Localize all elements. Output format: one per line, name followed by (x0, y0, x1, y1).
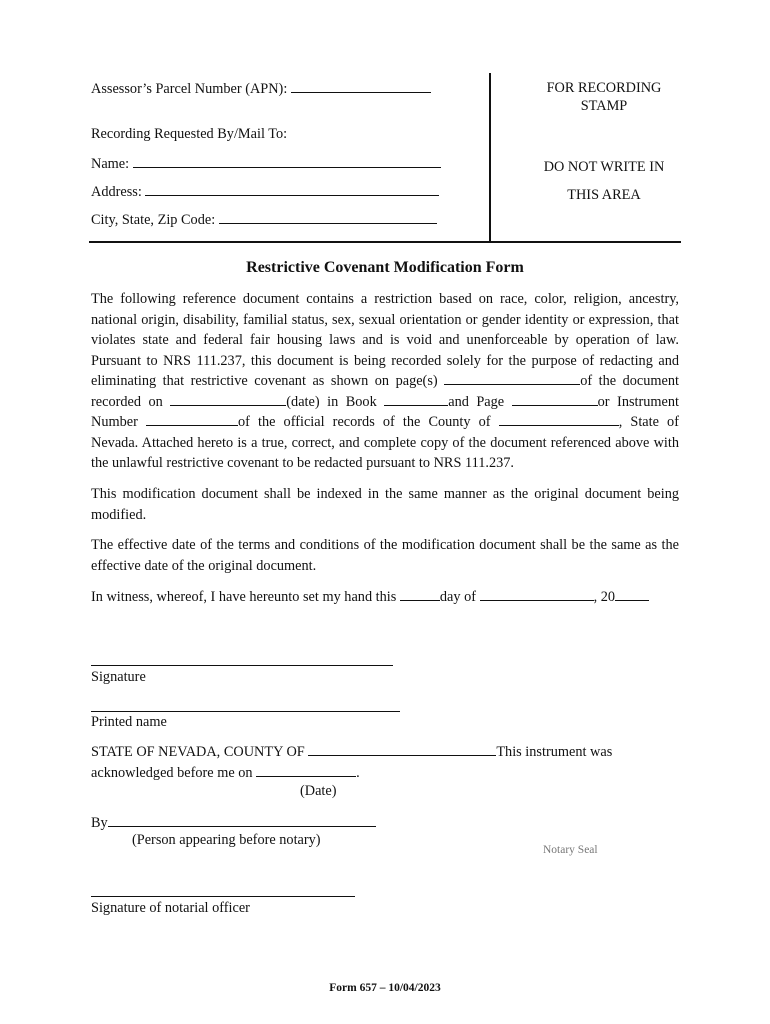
city-field[interactable] (219, 210, 437, 224)
name-row (91, 154, 441, 173)
recording-stamp-area (520, 79, 688, 115)
apn-row (91, 79, 431, 98)
witness-row (91, 587, 649, 606)
p1-text-c: (date) in Book (286, 393, 377, 410)
acknowledged-date-field[interactable] (256, 763, 356, 777)
signature-line[interactable] (91, 665, 393, 666)
do-not-write-area (520, 153, 688, 209)
paragraph-effective-date: The effective date of the terms and conditions of the modification document shall be the same as the effective date of the original document. (91, 537, 679, 574)
header-rule (89, 241, 681, 243)
paragraph-indexing: This modification document shall be indexed in the same manner as the original document being modified. (91, 486, 679, 523)
acknowledged-label: acknowledged before me on (91, 765, 253, 781)
by-row (91, 813, 376, 832)
by-label: By (91, 815, 108, 831)
address-label: Address: (91, 184, 142, 200)
page-field[interactable] (512, 392, 598, 406)
witness-month-field[interactable] (480, 587, 594, 601)
name-label: Name: (91, 156, 130, 172)
notarial-officer-label: Signature of notarial officer (91, 900, 250, 916)
notary-seal-label: Notary Seal (543, 844, 598, 856)
book-field[interactable] (384, 392, 448, 406)
recorded-date-field[interactable] (170, 392, 286, 406)
printed-name-line[interactable] (91, 711, 400, 712)
paragraph-restriction (91, 289, 679, 474)
form-title: Restrictive Covenant Modification Form (246, 259, 524, 276)
p1-text-b: of the document recorded on (91, 373, 680, 410)
recording-requested-label: Recording Requested By/Mail To: (91, 126, 288, 142)
address-field[interactable] (145, 182, 439, 196)
stamp-line-2: STAMP (580, 98, 628, 114)
acknowledged-row: acknowledged before me on . (91, 765, 360, 781)
witness-text-c: , 20 (593, 589, 616, 605)
state-county-row (91, 742, 612, 761)
person-appearing-label: (Person appearing before notary) (132, 832, 321, 848)
p1-text-d: and Page (448, 393, 505, 410)
witness-day-field[interactable] (400, 587, 440, 601)
name-field[interactable] (133, 154, 441, 168)
stamp-line-1: FOR RECORDING (546, 80, 662, 96)
city-row (91, 210, 437, 229)
header-divider (489, 73, 491, 241)
p1-text-f: of the official records of the County of (237, 414, 491, 430)
date-label: (Date) (300, 783, 337, 799)
apn-field[interactable] (291, 79, 431, 93)
apn-label: Assessor’s Parcel Number (APN): (91, 81, 288, 97)
stamp-line-4: THIS AREA (567, 187, 641, 203)
instrument-number-field[interactable] (146, 412, 238, 426)
pages-field[interactable] (444, 371, 580, 385)
witness-text-a: In witness, whereof, I have hereunto set my hand this (91, 589, 397, 605)
printed-name-label: Printed name (91, 714, 167, 730)
instrument-was-label: This instrument was (496, 744, 613, 760)
witness-year-field[interactable] (615, 587, 649, 601)
p1-text-a: The following reference document contains a restriction based on race, color, religion, ancestry, national origin, disability, familial status, sex, sexual orientation or gender identity or expression, that violates state and federal fair housing laws and is void and unenforceable by operation of law. Pursuant to NRS 111.237, this document is being recorded solely for the purpose of redacting and eliminating that restrictive covenant as shown on page(s) (91, 291, 679, 389)
state-county-label: STATE OF NEVADA, COUNTY OF (91, 744, 305, 760)
p1-text-g: , State of Nevada. Attached hereto is a true, correct, and complete copy of the document referenced above with the unlawful restrictive covenant to be redacted pursuant to NRS 111.237. (91, 414, 679, 471)
city-label: City, State, Zip Code: (91, 212, 216, 228)
notary-county-field[interactable] (308, 742, 496, 756)
stamp-line-3: DO NOT WRITE IN (543, 159, 665, 175)
signature-label: Signature (91, 669, 146, 685)
form-id-footer: Form 657 – 10/04/2023 (329, 982, 441, 994)
p1-text-e: or Instrument Number (91, 393, 679, 430)
witness-text-b: day of (439, 589, 477, 605)
address-row (91, 182, 439, 201)
notarial-officer-line[interactable] (91, 896, 355, 897)
person-appearing-field[interactable] (108, 813, 376, 827)
county-field[interactable] (499, 412, 619, 426)
